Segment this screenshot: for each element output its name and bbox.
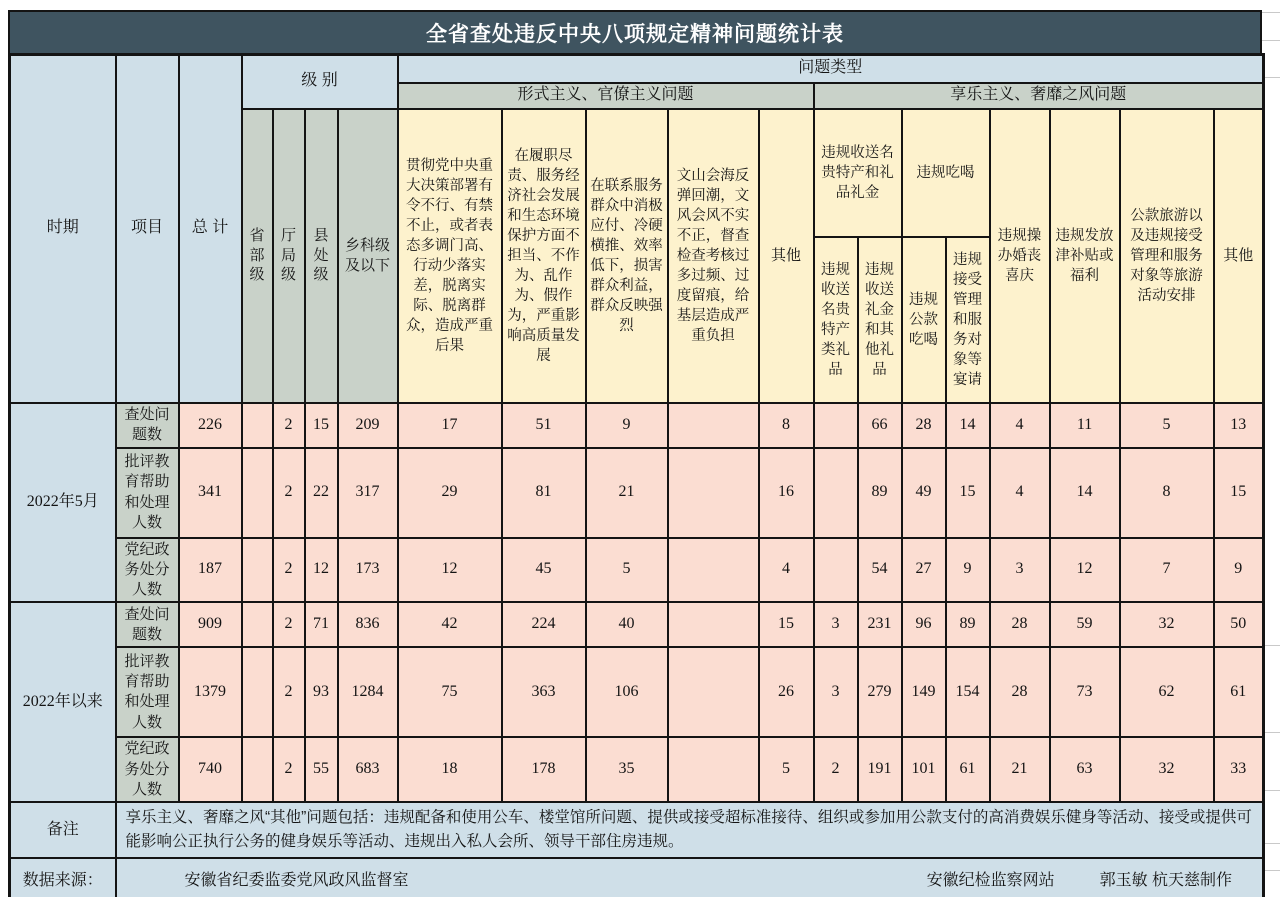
value-cell: 81 [502, 448, 586, 538]
value-cell: 21 [586, 448, 668, 538]
source-line [119, 871, 1261, 892]
table-row [10, 647, 1264, 737]
value-cell: 61 [1214, 647, 1264, 737]
header-travel: 公款旅游以及违规接受管理和服务对象等旅游活动安排 [1120, 109, 1214, 403]
header-formalism-col-2: 在履职尽责、服务经济社会发展和生态环境保护方面不担当、不作为、乱作为、假作为，严重影响高质量发展 [502, 109, 586, 403]
value-cell: 909 [179, 602, 242, 647]
value-cell: 5 [586, 538, 668, 603]
source-row [116, 858, 1264, 897]
value-cell [242, 602, 273, 647]
value-cell: 49 [902, 448, 946, 538]
value-cell: 683 [338, 737, 398, 802]
value-cell: 4 [990, 403, 1050, 448]
value-cell: 3 [814, 647, 858, 737]
value-cell: 73 [1050, 647, 1120, 737]
value-cell: 13 [1214, 403, 1264, 448]
value-cell: 5 [759, 737, 814, 802]
value-cell: 33 [1214, 737, 1264, 802]
value-cell: 15 [1214, 448, 1264, 538]
header-item: 项目 [116, 55, 179, 403]
value-cell: 341 [179, 448, 242, 538]
period-cell: 2022年以来 [10, 602, 116, 802]
value-cell: 32 [1120, 737, 1214, 802]
value-cell: 836 [338, 602, 398, 647]
value-cell: 26 [759, 647, 814, 737]
value-cell: 2 [273, 403, 305, 448]
value-cell: 54 [858, 538, 902, 603]
source-site: 安徽纪检监察网站 [926, 871, 1055, 889]
value-cell: 15 [759, 602, 814, 647]
value-cell: 149 [902, 647, 946, 737]
header-wedding-funeral: 违规操办婚丧喜庆 [990, 109, 1050, 403]
value-cell: 7 [1120, 538, 1214, 603]
value-cell: 101 [902, 737, 946, 802]
value-cell: 3 [990, 538, 1050, 603]
value-cell: 28 [902, 403, 946, 448]
value-cell: 18 [398, 737, 502, 802]
value-cell: 12 [1050, 538, 1120, 603]
header-hedonism-group: 享乐主义、奢靡之风问题 [814, 83, 1264, 109]
header-problem-type: 问题类型 [398, 55, 1264, 83]
value-cell [668, 737, 759, 802]
value-cell: 27 [902, 538, 946, 603]
value-cell: 51 [502, 403, 586, 448]
value-cell [242, 647, 273, 737]
value-cell: 63 [1050, 737, 1120, 802]
value-cell: 279 [858, 647, 902, 737]
row-label: 批评教育帮助和处理人数 [116, 647, 179, 737]
header-gift-specialty: 违规收送名贵特产类礼品 [814, 237, 858, 403]
header-gift-money: 违规收送礼金和其他礼品 [858, 237, 902, 403]
value-cell: 62 [1120, 647, 1214, 737]
value-cell [242, 403, 273, 448]
value-cell: 2 [273, 647, 305, 737]
value-cell: 45 [502, 538, 586, 603]
value-cell: 15 [305, 403, 338, 448]
value-cell [668, 538, 759, 603]
value-cell: 178 [502, 737, 586, 802]
table-row [10, 737, 1264, 802]
header-level-township: 乡科级及以下 [338, 109, 398, 403]
value-cell: 71 [305, 602, 338, 647]
source-credit: 郭玉敏 杭天慈制作 [1099, 871, 1233, 889]
header-allowance: 违规发放津补贴或福利 [1050, 109, 1120, 403]
source-org: 安徽省纪委监委党风政风监督室 [184, 871, 409, 889]
header-level-province: 省部级 [242, 109, 273, 403]
value-cell: 50 [1214, 602, 1264, 647]
header-dining-group: 违规吃喝 [902, 109, 990, 237]
value-cell: 93 [305, 647, 338, 737]
value-cell: 231 [858, 602, 902, 647]
value-cell: 106 [586, 647, 668, 737]
row-label: 查处问题数 [116, 403, 179, 448]
value-cell: 191 [858, 737, 902, 802]
value-cell: 42 [398, 602, 502, 647]
value-cell: 89 [858, 448, 902, 538]
value-cell: 11 [1050, 403, 1120, 448]
header-total: 总 计 [179, 55, 242, 403]
header-dining-banquet: 违规接受管理和服务对象等宴请 [946, 237, 990, 403]
header-dining-public: 违规公款吃喝 [902, 237, 946, 403]
header-formalism-group: 形式主义、官僚主义问题 [398, 83, 814, 109]
period-cell: 2022年5月 [10, 403, 116, 603]
value-cell: 40 [586, 602, 668, 647]
value-cell: 32 [1120, 602, 1214, 647]
gridline [1262, 40, 1280, 41]
table-title: 全省查处违反中央八项规定精神问题统计表 [8, 10, 1262, 55]
header-hedonism-other: 其他 [1214, 109, 1264, 403]
value-cell: 14 [1050, 448, 1120, 538]
value-cell [668, 403, 759, 448]
value-cell: 9 [586, 403, 668, 448]
value-cell: 2 [814, 737, 858, 802]
value-cell: 89 [946, 602, 990, 647]
table-row [10, 403, 1264, 448]
header-period: 时期 [10, 55, 116, 403]
value-cell: 4 [990, 448, 1050, 538]
value-cell: 740 [179, 737, 242, 802]
value-cell [242, 538, 273, 603]
value-cell: 8 [759, 403, 814, 448]
gridline [1262, 12, 1280, 13]
header-level-group: 级 别 [242, 55, 398, 109]
value-cell: 16 [759, 448, 814, 538]
table-row [10, 448, 1264, 538]
value-cell: 224 [502, 602, 586, 647]
value-cell: 2 [273, 737, 305, 802]
value-cell: 17 [398, 403, 502, 448]
value-cell: 209 [338, 403, 398, 448]
source-label: 数据来源： [10, 858, 116, 897]
row-label: 查处问题数 [116, 602, 179, 647]
header-formalism-col-4: 文山会海反弹回潮，文风会风不实不正，督查检查考核过多过频、过度留痕，给基层造成严重负担 [668, 109, 759, 403]
value-cell [668, 448, 759, 538]
value-cell: 12 [305, 538, 338, 603]
value-cell: 12 [398, 538, 502, 603]
value-cell [814, 448, 858, 538]
remark-label: 备注 [10, 802, 116, 858]
value-cell [668, 602, 759, 647]
value-cell [814, 403, 858, 448]
value-cell: 187 [179, 538, 242, 603]
value-cell: 8 [1120, 448, 1214, 538]
value-cell: 3 [814, 602, 858, 647]
value-cell: 173 [338, 538, 398, 603]
value-cell: 317 [338, 448, 398, 538]
value-cell: 363 [502, 647, 586, 737]
value-cell: 1284 [338, 647, 398, 737]
row-label: 党纪政务处分人数 [116, 538, 179, 603]
value-cell: 1379 [179, 647, 242, 737]
value-cell: 4 [759, 538, 814, 603]
statistics-table [8, 53, 1265, 897]
header-formalism-col-1: 贯彻党中央重大决策部署有令不行、有禁不止，或者表态多调门高、行动少落实差，脱离实际、脱离群众，造成严重后果 [398, 109, 502, 403]
header-level-bureau: 厅局级 [273, 109, 305, 403]
value-cell [668, 647, 759, 737]
value-cell: 35 [586, 737, 668, 802]
value-cell: 9 [1214, 538, 1264, 603]
value-cell: 66 [858, 403, 902, 448]
value-cell: 9 [946, 538, 990, 603]
value-cell: 2 [273, 602, 305, 647]
value-cell: 96 [902, 602, 946, 647]
value-cell: 28 [990, 602, 1050, 647]
value-cell: 75 [398, 647, 502, 737]
value-cell [242, 448, 273, 538]
value-cell: 22 [305, 448, 338, 538]
header-formalism-other: 其他 [759, 109, 814, 403]
value-cell [242, 737, 273, 802]
value-cell: 14 [946, 403, 990, 448]
row-label: 批评教育帮助和处理人数 [116, 448, 179, 538]
value-cell: 226 [179, 403, 242, 448]
value-cell [814, 538, 858, 603]
value-cell: 28 [990, 647, 1050, 737]
value-cell: 29 [398, 448, 502, 538]
header-level-county: 县处级 [305, 109, 338, 403]
value-cell: 2 [273, 538, 305, 603]
table-row [10, 602, 1264, 647]
value-cell: 15 [946, 448, 990, 538]
row-label: 党纪政务处分人数 [116, 737, 179, 802]
table-row [10, 538, 1264, 603]
value-cell: 5 [1120, 403, 1214, 448]
header-gift-group: 违规收送名贵特产和礼品礼金 [814, 109, 902, 237]
remark-text: 享乐主义、奢靡之风“其他”问题包括：违规配备和使用公车、楼堂馆所问题、提供或接受超标准接待、组织或参加用公款支付的高消费娱乐健身等活动、接受或提供可能影响公正执行公务的健身娱乐等活动、违规出入私人会所、领导干部住房违规。 [116, 802, 1264, 858]
value-cell: 21 [990, 737, 1050, 802]
value-cell: 61 [946, 737, 990, 802]
value-cell: 55 [305, 737, 338, 802]
value-cell: 2 [273, 448, 305, 538]
header-formalism-col-3: 在联系服务群众中消极应付、冷硬横推、效率低下，损害群众利益，群众反映强烈 [586, 109, 668, 403]
value-cell: 154 [946, 647, 990, 737]
value-cell: 59 [1050, 602, 1120, 647]
